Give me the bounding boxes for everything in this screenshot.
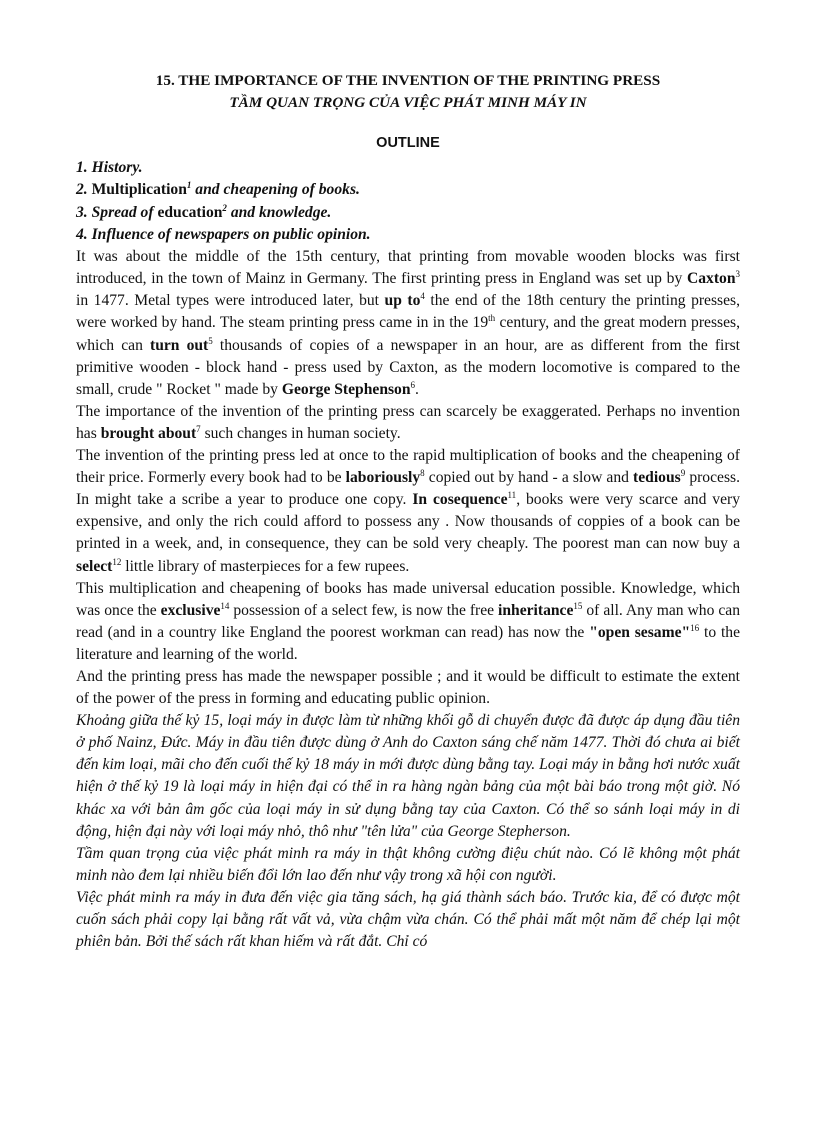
outline-item-education: 3. Spread of education$^2$ and knowledge.: [76, 202, 332, 221]
paragraph-vietnamese-multiplication: Việc phát minh ra máy in đưa đến việc gia tăng sách, hạ giá thành sách báo. Trước kia, để có được một cuốn sách phải copy lại bằng rất vất vả, vừa chậm vừa chán. Có thể phải mất một năm để chép lại một phiên bản. Bởi thế sách rất khan hiếm và rất đắt. Chỉ có: [76, 888, 740, 951]
paragraph-multiplication: The invention of the printing press led at once to the rapid multiplication of books and the cheapening of their price. Formerly every book had to be laboriously$^8$ copied out by hand - a slow and tedious$^9$ process. In might take a scribe a year to produce one copy. In cosequence$^{11}$, books were very scarce and very expensive, and only the rich could afford to possess any . Now thousands of coppies of a book can be printed in a week, and, in consequence, they can be sold very cheaply. The poorest man can now buy a select$^{12}$ little library of masterpieces for a few rupees.: [76, 447, 740, 575]
paragraph-importance: The importance of the invention of the printing press can scarcely be exaggerated. Perhaps no invention has brought about$^7$ such changes in human society.: [76, 402, 740, 442]
paragraph-newspaper: And the printing press has made the newspaper possible ; and it would be difficult to estimate the extent of the power of the press in forming and educating public opinion.: [76, 667, 740, 708]
paragraph-vietnamese-importance: Tầm quan trọng của việc phát minh ra máy in thật không cường điệu chút nào. Có lẽ không một phát minh nào đem lại nhiều biến đổi lớn lao đến như vậy trong xã hội con người.: [76, 844, 740, 884]
outline-item-multiplication: 2. Multiplication$^1$ and cheapening of books.: [76, 180, 360, 199]
paragraph-vietnamese-history: Khoảng giữa thế kỷ 15, loại máy in được làm từ những khối gỗ di chuyển được đã được áp dụng đầu tiên ở phố Nainz, Đức. Máy in đầu tiên được dùng ở Anh do Caxton sáng chế năm 1477. Thời đó chưa ai biết đến kim loại, mãi cho đến cuối thế kỷ 18 máy in mới được dùng bằng tay. Loại máy in bằng hơi nước xuất hiện ở thế kỷ 19 là loại máy in hiện đại có thể in ra hàng ngàn bảng của một bài báo trong một giờ. Nó khác xa với bản âm gốc của loại máy in sử dụng bằng tay của Caxton. Có thể so sánh loại máy in di động, hiện đại này với loại máy nhỏ, thô như "tên lửa" của George Stepherson.: [76, 712, 740, 840]
paragraph-education: This multiplication and cheapening of books has made universal education possible. Knowledge, which was once the exclusive$^{14}$ possession of a select few, is now the free inheritance$^{15}$ of all. Any man who can read (and in a country like England the poorest workman can read) has now the "open sesame"$^{16}$ to the literature and learning of the world.: [76, 579, 741, 663]
outline-item-history: 1. History.: [76, 159, 143, 176]
document-page: [76, 70, 740, 953]
outline-list: [76, 157, 740, 246]
outline-heading: OUTLINE: [376, 135, 440, 151]
paragraph-history: It was about the middle of the 15th century, that printing from movable wooden blocks was first introduced, in the town of Mainz in Germany. The first printing press in England was set up by Caxton$^3$ in 1477. Metal types were introduced later, but up $to^4$ the end of the 18th century the printing presses, were worked by hand. The steam printing press came in in the 19th century, and the great modern presses, which can turn out$^5$ thousands of copies of a newspaper in an hour, are as different from the first primitive wooden - block hand - press used by Caxton, as the modern locomotive is compared to the small, crude " Rocket " made by George Stephenson$^6$.: [76, 248, 740, 398]
outline-item-newspapers: 4. Influence of newspapers on public opinion.: [76, 225, 371, 243]
title-english: 15. THE IMPORTANCE OF THE INVENTION OF THE PRINTING PRESS: [155, 72, 661, 89]
title-vietnamese: TẦM QUAN TRỌNG CỦA VIỆC PHÁT MINH MÁY IN: [229, 94, 587, 111]
